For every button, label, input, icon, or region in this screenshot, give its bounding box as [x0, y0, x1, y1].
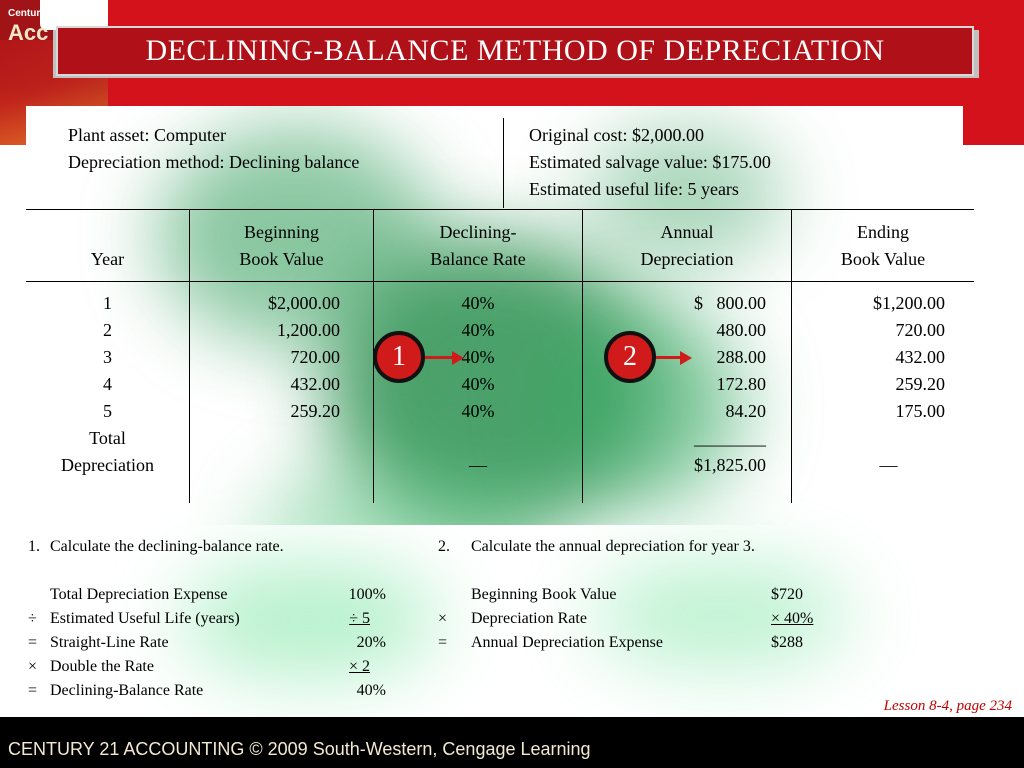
- note-1-value: 20%: [356, 634, 386, 651]
- rate-blank: [374, 425, 582, 452]
- title-bar: [56, 26, 974, 76]
- marker-2-arrow-line: [656, 356, 682, 359]
- rate-cell: 40%: [461, 401, 495, 421]
- ending-column: [792, 290, 945, 479]
- note-2-label: Annual Depreciation Expense: [471, 634, 663, 651]
- note-1-number: 1.: [28, 538, 40, 555]
- header-rate: [374, 219, 582, 273]
- header-annual-line1: Annual: [660, 222, 714, 242]
- year-depreciation-label: Depreciation: [61, 455, 154, 475]
- info-divider: [503, 118, 504, 208]
- note-2-op: =: [438, 634, 448, 651]
- header-year-line1: [26, 219, 189, 246]
- beginning-cell: 259.20: [290, 401, 340, 421]
- note-1-value: × 2: [348, 658, 370, 675]
- annual-cell: $ 800.00: [694, 293, 766, 313]
- header-rate-line1: Declining-: [439, 222, 517, 242]
- note-2-row: [438, 607, 858, 631]
- note-1-label: Total Depreciation Expense: [50, 586, 228, 603]
- note-2-row: [438, 583, 858, 607]
- year-cell: 1: [103, 293, 112, 313]
- beginning-cell: 1,200.00: [277, 320, 340, 340]
- ending-total-dash: —: [879, 455, 898, 475]
- rate-cell: 40%: [461, 347, 495, 367]
- note-1-label: Double the Rate: [50, 658, 154, 675]
- beginning-cell: 720.00: [290, 347, 340, 367]
- ending-cell: 432.00: [895, 347, 945, 367]
- asset-info-right: [529, 122, 771, 203]
- header-annual-line2: Depreciation: [640, 249, 734, 269]
- annual-cell: 480.00: [716, 320, 766, 340]
- note-2-op: ×: [438, 610, 448, 627]
- year-cell: 5: [103, 401, 112, 421]
- note-2-number: 2.: [438, 538, 450, 555]
- beginning-cell: $2,000.00: [268, 293, 340, 313]
- note-1: [28, 535, 408, 703]
- note-1-value: 40%: [356, 682, 386, 699]
- note-1-row: [28, 679, 408, 703]
- note-1-label: Straight-Line Rate: [50, 634, 169, 651]
- ending-cell: $1,200.00: [873, 293, 945, 313]
- note-2: [438, 535, 858, 655]
- header-ending: [792, 219, 974, 273]
- header-year-line2: Year: [90, 249, 125, 269]
- note-1-op: ÷: [28, 610, 37, 627]
- note-1-op: =: [28, 682, 38, 699]
- ending-blank: [792, 425, 945, 452]
- rate-cell: 40%: [461, 374, 495, 394]
- note-1-value: 100%: [348, 586, 386, 603]
- useful-life: Estimated useful life: 5 years: [529, 179, 739, 199]
- year-cell: 3: [103, 347, 112, 367]
- year-cell: 4: [103, 374, 112, 394]
- note-2-spacer: [438, 559, 858, 583]
- book-mark: Acc: [8, 20, 49, 45]
- note-1-heading-row: [28, 535, 408, 559]
- ending-cell: 175.00: [895, 401, 945, 421]
- note-1-spacer: [28, 559, 408, 583]
- plant-asset: Plant asset: Computer: [68, 125, 226, 145]
- rate-cell: 40%: [461, 320, 495, 340]
- note-2-heading-row: [438, 535, 858, 559]
- book-brand: Century 21: [8, 8, 60, 19]
- beginning-cell: 432.00: [290, 374, 340, 394]
- rate-cell: 40%: [461, 293, 495, 313]
- note-1-label: Declining-Balance Rate: [50, 682, 204, 699]
- year-cell: 2: [103, 320, 112, 340]
- note-1-label: Estimated Useful Life (years): [50, 610, 240, 627]
- lesson-reference: Lesson 8-4, page 234: [883, 698, 1012, 714]
- beginning-column: [190, 290, 340, 425]
- note-2-label: Depreciation Rate: [471, 610, 587, 627]
- marker-1-arrow-line: [425, 356, 455, 359]
- annual-sum-rule: ________: [694, 428, 766, 448]
- header-year: [26, 219, 189, 273]
- note-1-value: ÷ 5: [349, 610, 370, 627]
- annual-column: [583, 290, 766, 479]
- ending-cell: 259.20: [895, 374, 945, 394]
- note-2-heading: Calculate the annual depreciation for year 3.: [471, 538, 755, 555]
- note-1-op: ×: [28, 658, 38, 675]
- annual-cell: 288.00: [716, 347, 766, 367]
- note-2-value: $720: [771, 586, 803, 603]
- marker-2-arrow-head: [680, 351, 692, 365]
- note-1-row: [28, 607, 408, 631]
- note-2-value: × 40%: [771, 610, 814, 627]
- header-beginning-line2: Book Value: [239, 249, 324, 269]
- note-1-row: [28, 583, 408, 607]
- marker-1-circle: 1: [373, 331, 425, 383]
- marker-2-circle: 2: [604, 331, 656, 383]
- note-1-op: =: [28, 634, 38, 651]
- annual-cell: 172.80: [716, 374, 766, 394]
- year-column: [26, 290, 189, 479]
- note-1-row: [28, 631, 408, 655]
- ending-cell: 720.00: [895, 320, 945, 340]
- page-title: DECLINING-BALANCE METHOD OF DEPRECIATION: [145, 34, 885, 67]
- marker-1-arrow-head: [452, 351, 464, 365]
- note-2-row: [438, 631, 858, 655]
- footer-copyright: CENTURY 21 ACCOUNTING © 2009 South-Western, Cengage Learning: [8, 739, 591, 759]
- salvage-value: Estimated salvage value: $175.00: [529, 152, 771, 172]
- table-header-rule: [26, 281, 974, 282]
- table-top-rule: [26, 209, 974, 210]
- note-1-heading: Calculate the declining-balance rate.: [50, 538, 284, 555]
- rate-total-dash: —: [469, 455, 487, 475]
- depreciation-method: Depreciation method: Declining balance: [68, 152, 360, 172]
- header-annual: [583, 219, 791, 273]
- header-ending-line2: Book Value: [840, 249, 926, 269]
- asset-info-left: [68, 122, 359, 176]
- header-beginning-line1: Beginning: [244, 222, 319, 242]
- original-cost: Original cost: $2,000.00: [529, 125, 704, 145]
- note-1-row: [28, 655, 408, 679]
- note-2-label: Beginning Book Value: [471, 586, 617, 603]
- header-rate-line2: Balance Rate: [430, 249, 526, 269]
- year-total-label: Total: [89, 428, 126, 448]
- rate-column: [374, 290, 582, 479]
- note-2-value: $288: [771, 634, 803, 651]
- annual-cell: 84.20: [725, 401, 766, 421]
- header-ending-line1: Ending: [857, 222, 909, 242]
- header-beginning: [190, 219, 373, 273]
- annual-total: $1,825.00: [694, 455, 766, 475]
